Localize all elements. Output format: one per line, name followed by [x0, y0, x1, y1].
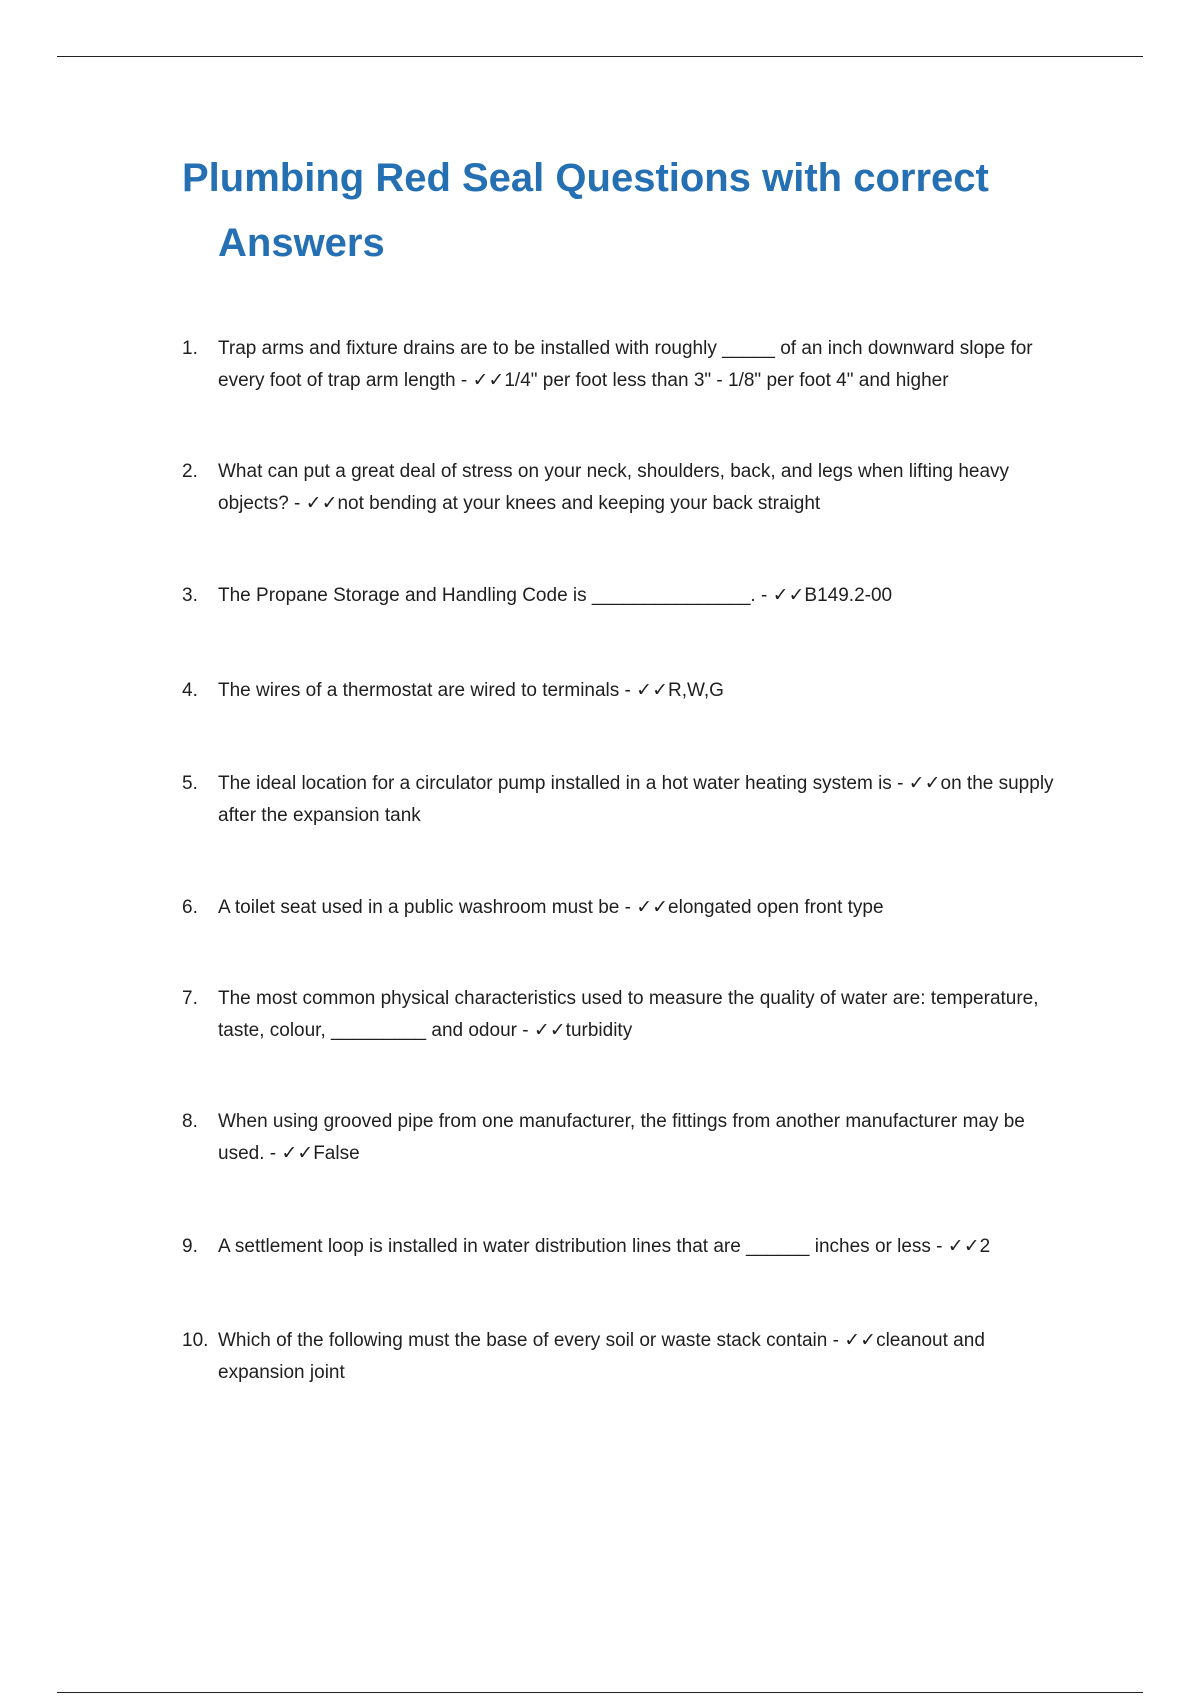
- question-item: [182, 333, 1082, 397]
- question-item: [182, 675, 1082, 707]
- question-text: When using grooved pipe from one manufacturer, the fittings from another manufacturer may be used. - ✓✓False: [218, 1111, 1025, 1164]
- top-rule: [57, 56, 1143, 57]
- question-number: 4.: [182, 680, 198, 701]
- question-number: 9.: [182, 1236, 198, 1257]
- question-item: [182, 1325, 1082, 1389]
- question-number: 8.: [182, 1111, 198, 1132]
- question-text: A settlement loop is installed in water distribution lines that are ______ inches or less - ✓✓2: [218, 1236, 991, 1257]
- question-item: [182, 983, 1082, 1047]
- question-text: The wires of a thermostat are wired to terminals - ✓✓R,W,G: [218, 680, 724, 701]
- question-text: What can put a great deal of stress on your neck, shoulders, back, and legs when lifting heavy objects? - ✓✓not bending at your knees and keeping your back straight: [218, 461, 1010, 514]
- question-item: [182, 1106, 1082, 1170]
- bottom-rule: [57, 1692, 1143, 1693]
- question-text: Trap arms and fixture drains are to be installed with roughly _____ of an inch downward slope for every foot of trap arm length - ✓✓1/4" per foot less than 3" - 1/8" per foot 4" and higher: [218, 338, 1033, 391]
- question-number: 1.: [182, 338, 198, 359]
- question-number: 6.: [182, 897, 198, 918]
- question-item: [182, 580, 1082, 612]
- question-text: A toilet seat used in a public washroom must be - ✓✓elongated open front type: [218, 897, 884, 918]
- question-item: [182, 768, 1082, 832]
- question-text: The most common physical characteristics used to measure the quality of water are: temperature, taste, colour, _________ and odour - ✓✓turbidity: [218, 988, 1039, 1041]
- question-item: [182, 1231, 1082, 1263]
- question-number: 2.: [182, 461, 198, 482]
- question-number: 7.: [182, 988, 198, 1009]
- question-text: The ideal location for a circulator pump installed in a hot water heating system is - ✓✓on the supply after the expansion tank: [218, 773, 1054, 826]
- page-title-line2: Answers: [218, 221, 385, 265]
- question-number: 5.: [182, 773, 198, 794]
- question-text: The Propane Storage and Handling Code is _______________. - ✓✓B149.2-00: [218, 585, 893, 606]
- question-item: [182, 892, 1082, 924]
- page-title: [182, 146, 1062, 276]
- page-title-line1: Plumbing Red Seal Questions with correct: [182, 156, 989, 200]
- question-text: Which of the following must the base of every soil or waste stack contain - ✓✓cleanout and expansion joint: [218, 1330, 985, 1383]
- question-number: 10.: [182, 1330, 209, 1351]
- question-number: 3.: [182, 585, 198, 606]
- question-item: [182, 456, 1082, 520]
